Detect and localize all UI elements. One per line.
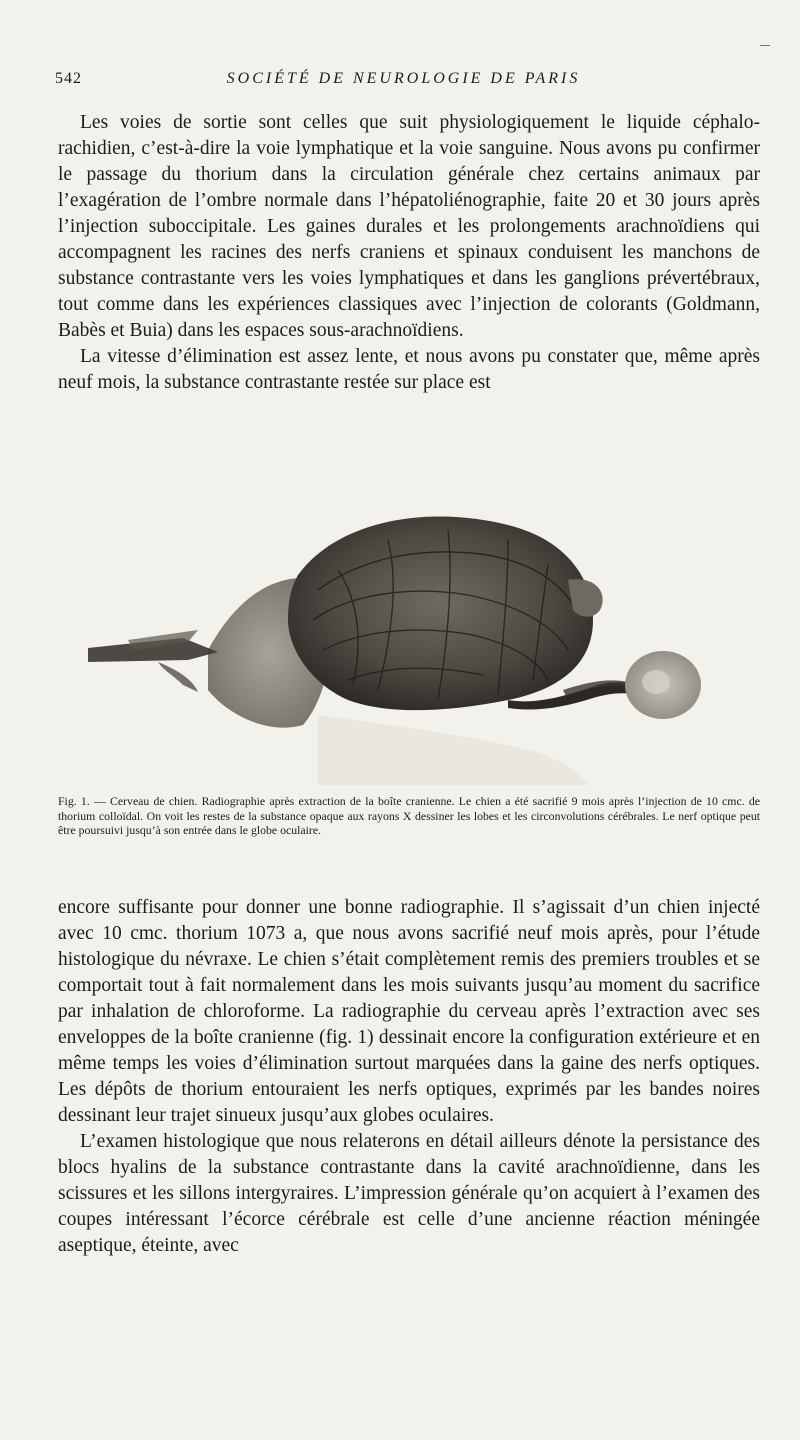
paragraph-1: Les voies de sortie sont celles que suit physiologiquement le liquide céphalo-rachidien, c’est-à-dire la voie lymphatique et la voie sanguine. Nous avons pu confirmer le passage du thorium dans la circulation générale chez certains animaux par l’exagération de l’ombre normale dans l’hépatoliénographie, faite 20 et 30 jours après l’injection suboccipitale. Les gaines durales et les prolongements arachnoïdiens qui accompagnent les racines des nerfs craniens et spinaux conduisent les manchons de substance contrastante vers les voies lymphatiques et dans les ganglions prévertébraux, tout comme dans les expériences classiques avec l’injection de colorants (Goldmann, Babès et Buia) dans les espaces sous-arachnoïdiens. [58,112,760,341]
paragraph-3: encore suffisante pour donner une bonne radiographie. Il s’agissait d’un chien injecté avec 10 cmc. thorium 1073 a, que nous avons sacrifié neuf mois après, pour l’étude histologique du névraxe. Le chien s’était complètement remis des premiers troubles et se comportait tout à fait normalement dans les mois suivants jusqu’au moment du sacrifice par inhalation de chloroforme. La radiographie du cerveau après l’extraction avec ses enveloppes de la boîte cranienne (fig. 1) dessinait encore la configuration extérieure et en même temps les voies d’élimination surtout marquées dans la gaine des nerfs optiques. Les dépôts de thorium entouraient les nerfs optiques, exprimés par les bandes noires dessinant leur trajet sinueux jusqu’aux globes oculaires. [58,897,760,1126]
page-number: 542 [55,70,82,87]
figure-radiograph [88,500,710,792]
body-text-top [58,110,760,396]
paragraph-4: L’examen histologique que nous relaterons en détail ailleurs dénote la persistance des blocs hyalins de la substance contrastante dans la cavité arachnoïdienne, dans les scissures et les sillons intergyraires. L’impression générale qu’on acquiert à l’examen des coupes intéressant l’écorce cérébrale est celle d’une ancienne réaction méningée aseptique, éteinte, avec [58,1131,760,1256]
running-head: SOCIÉTÉ DE NEUROLOGIE DE PARIS [226,70,581,87]
paragraph-2: La vitesse d’élimination est assez lente, et nous avons pu constater que, même après neuf mois, la substance contrastante restée sur place est [58,346,760,393]
page-header [55,70,752,96]
figure-caption-text: — Cerveau de chien. Radiographie après extraction de la boîte cranienne. Le chien a été sacrifié 9 mois après l’injection de 10 cmc. de thorium colloïdal. On voit les restes de la substance opaque aux rayons X dessiner les lobes et les circonvolutions cérébrales. Le nerf optique peut être poursuivi jusqu’à son entrée dans le globe oculaire. [58,794,761,837]
figure-caption [58,794,760,838]
margin-mark [760,45,770,46]
figure-label: Fig. 1. [58,794,90,808]
body-text-bottom [58,895,760,1259]
brain-radiograph-image [88,500,710,792]
